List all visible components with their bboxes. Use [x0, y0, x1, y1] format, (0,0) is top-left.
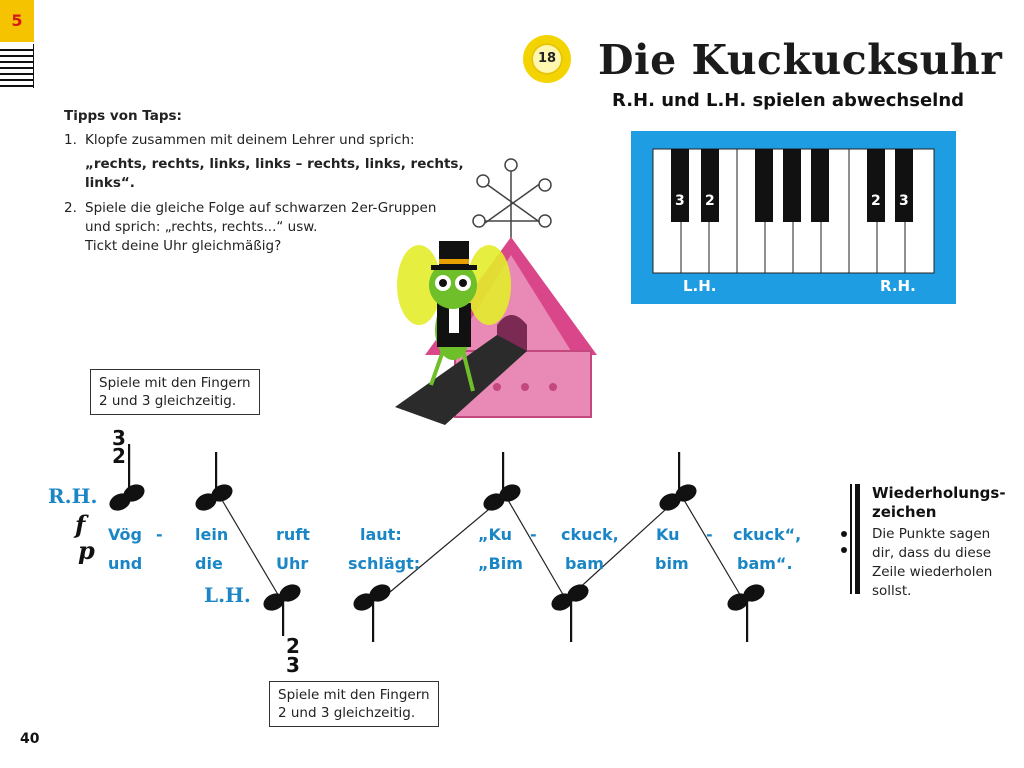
page-subtitle: R.H. und L.H. spielen abwechselnd: [612, 90, 965, 111]
finger-number: 2: [112, 444, 126, 468]
lyric-syllable: ckuck,: [561, 525, 619, 544]
lyric-syllable: die: [195, 554, 223, 573]
finger-number: 2: [286, 634, 300, 658]
page-number: 40: [20, 731, 40, 747]
note-lh: [261, 581, 304, 636]
lyric-syllable: bim: [655, 554, 689, 573]
lyric-syllable: schlägt:: [348, 554, 421, 573]
lyric-syllable: Uhr: [276, 554, 309, 573]
lyric-syllable: -: [706, 525, 713, 544]
repeat-sign-icon: [838, 484, 862, 596]
note-lh: [351, 581, 394, 642]
level-number: 5: [11, 11, 23, 30]
repeat-sign-description: Die Punkte sagen dir, dass du diese Zeile wiederholen sollst.: [872, 526, 993, 599]
lyric-syllable: ckuck“,: [733, 525, 802, 544]
tip-chant: „rechts, rechts, links, links – rechts, links, rechts, links“.: [85, 156, 464, 191]
right-hand-label: R.H.: [48, 484, 98, 508]
lyric-syllable: und: [108, 554, 143, 573]
lyric-syllable: bam“.: [737, 554, 793, 573]
left-hand-label: L.H.: [204, 583, 251, 607]
tip-item: 2. Spiele die gleiche Folge auf schwarzen 2er-Gruppen und sprich: „rechts, rechts...“ usw. Tickt deine Uhr gleichmäßig?: [64, 200, 437, 254]
key-finger-number: 3: [675, 193, 685, 209]
repeat-sign-title: Wiederholungs- zeichen: [872, 484, 1006, 521]
page-title: Die Kuckucksuhr: [598, 36, 1003, 84]
finger-number: 3: [286, 653, 300, 677]
note-lh: [725, 581, 768, 642]
lyric-syllable: ruft: [276, 525, 310, 544]
finger-number: 3: [112, 426, 126, 450]
note-rh: [193, 452, 236, 514]
lyric-syllable: Ku: [656, 525, 680, 544]
key-finger-number: 3: [899, 193, 909, 209]
note-rh: [657, 452, 700, 514]
lyric-syllable: -: [530, 525, 537, 544]
lyric-syllable: Vög: [108, 525, 142, 544]
lyric-syllable: laut:: [360, 525, 402, 544]
track-number: 18: [537, 51, 557, 66]
note-lh: [549, 581, 592, 642]
lyric-syllable: „Ku: [478, 525, 513, 544]
note-rh: [481, 452, 524, 514]
level-badge: [0, 0, 34, 42]
mini-keyboard-icon: [0, 44, 34, 88]
dynamic-piano: p: [78, 536, 95, 565]
hint-box-left-hand: Spiele mit den Fingern 2 und 3 gleichzeitig.: [269, 681, 439, 727]
lyric-syllable: „Bim: [478, 554, 523, 573]
key-finger-number: 2: [871, 193, 881, 209]
tip-item: 1. Klopfe zusammen mit deinem Lehrer und sprich:: [64, 132, 415, 148]
audio-track-badge: [523, 35, 571, 83]
cuckoo-clock-illustration: [385, 155, 600, 425]
hint-box-right-hand: Spiele mit den Fingern 2 und 3 gleichzeitig.: [90, 369, 260, 415]
left-hand-label: L.H.: [683, 277, 717, 295]
keyboard-diagram: [631, 131, 956, 304]
key-finger-number: 2: [705, 193, 715, 209]
lyric-syllable: lein: [195, 525, 229, 544]
right-hand-label: R.H.: [880, 277, 916, 295]
lyric-syllable: -: [156, 525, 163, 544]
lyric-syllable: bam: [565, 554, 604, 573]
tips-heading: Tipps von Taps:: [64, 108, 182, 124]
dynamic-forte: f: [75, 510, 86, 539]
